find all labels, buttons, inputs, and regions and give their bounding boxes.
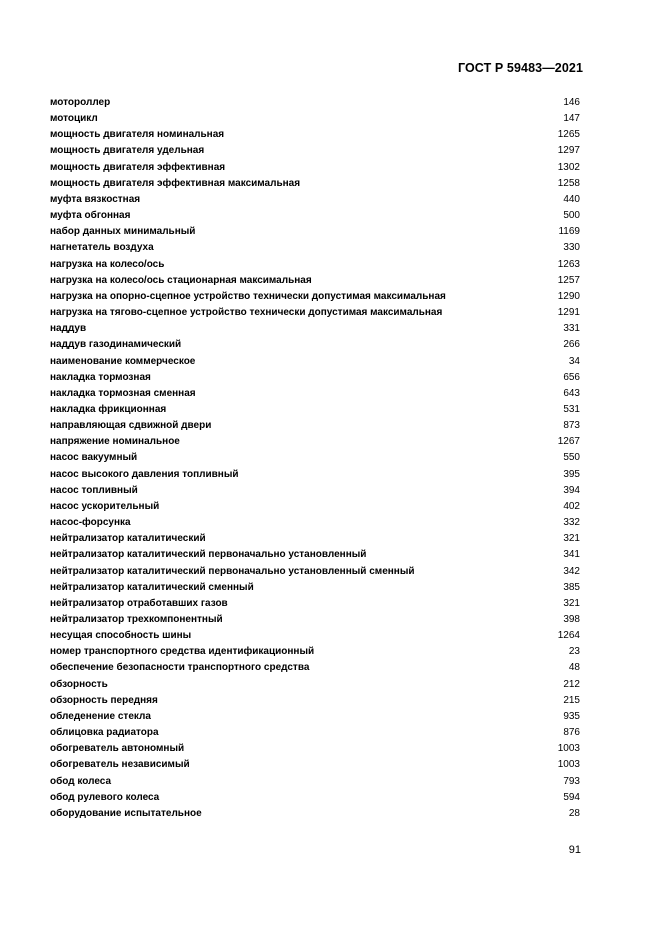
index-term: нагнетатель воздуха bbox=[50, 242, 154, 254]
index-entry bbox=[50, 547, 580, 563]
term-index-list bbox=[50, 95, 580, 822]
index-entry bbox=[50, 370, 580, 386]
index-entry bbox=[50, 596, 580, 612]
index-entry bbox=[50, 628, 580, 644]
index-term: насос-форсунка bbox=[50, 517, 131, 529]
index-term: нейтрализатор каталитический bbox=[50, 533, 206, 545]
index-term-number: 331 bbox=[563, 323, 580, 335]
index-term: накладка фрикционная bbox=[50, 403, 167, 415]
index-entry bbox=[50, 725, 580, 741]
index-term-number: 531 bbox=[563, 403, 580, 415]
index-term-number: 656 bbox=[563, 371, 580, 383]
index-term: муфта вязкостная bbox=[50, 193, 141, 205]
index-term: накладка тормозная сменная bbox=[50, 387, 196, 399]
index-term-number: 1302 bbox=[557, 161, 580, 173]
index-entry bbox=[50, 709, 580, 725]
index-term-number: 1291 bbox=[557, 307, 580, 319]
index-term: насос ускорительный bbox=[50, 500, 160, 512]
index-term-number: 1003 bbox=[557, 759, 580, 771]
index-term: обогреватель независимый bbox=[50, 759, 190, 771]
index-term-number: 1265 bbox=[557, 129, 580, 141]
index-entry bbox=[50, 434, 580, 450]
index-term: обзорность передняя bbox=[50, 694, 158, 706]
index-entry bbox=[50, 95, 580, 111]
index-term-number: 440 bbox=[563, 193, 580, 205]
index-term: наименование коммерческое bbox=[50, 355, 196, 367]
index-term-number: 34 bbox=[568, 355, 580, 367]
index-entry bbox=[50, 402, 580, 418]
index-entry bbox=[50, 693, 580, 709]
index-term-number: 793 bbox=[563, 775, 580, 787]
index-term: мощность двигателя номинальная bbox=[50, 129, 225, 141]
index-term: номер транспортного средства идентификационный bbox=[50, 646, 315, 658]
index-term-number: 332 bbox=[563, 517, 580, 529]
index-entry bbox=[50, 111, 580, 127]
index-term: нейтрализатор каталитический первоначально установленный сменный bbox=[50, 565, 415, 577]
index-entry bbox=[50, 741, 580, 757]
index-term-number: 395 bbox=[563, 468, 580, 480]
index-entry bbox=[50, 240, 580, 256]
index-term: нагрузка на тягово-сцепное устройство технически допустимая максимальная bbox=[50, 307, 443, 319]
index-entry bbox=[50, 450, 580, 466]
index-term: обод колеса bbox=[50, 775, 112, 787]
index-entry bbox=[50, 337, 580, 353]
index-term-number: 1263 bbox=[557, 258, 580, 270]
index-term-number: 28 bbox=[568, 807, 580, 819]
index-term-number: 550 bbox=[563, 452, 580, 464]
index-term-number: 398 bbox=[563, 614, 580, 625]
index-term: обзорность bbox=[50, 678, 108, 690]
index-term-number: 1297 bbox=[557, 145, 580, 157]
index-entry bbox=[50, 273, 580, 289]
index-entry bbox=[50, 305, 580, 321]
index-term: несущая способность шины bbox=[50, 630, 192, 642]
index-entry bbox=[50, 806, 580, 822]
index-term-number: 643 bbox=[563, 387, 580, 399]
index-term: наддув bbox=[50, 323, 87, 335]
index-term: обогреватель автономный bbox=[50, 743, 185, 755]
index-term-number: 1267 bbox=[557, 436, 580, 448]
index-term-number: 330 bbox=[563, 242, 580, 254]
index-term-number: 266 bbox=[563, 339, 580, 351]
index-entry bbox=[50, 790, 580, 806]
index-term-number: 215 bbox=[563, 694, 580, 706]
index-entry bbox=[50, 127, 580, 143]
index-term-number: 394 bbox=[563, 484, 580, 496]
index-term: муфта обгонная bbox=[50, 210, 131, 222]
index-term: нагрузка на опорно-сцепное устройство технически допустимая максимальная bbox=[50, 290, 446, 302]
index-term: мощность двигателя эффективная максимальная bbox=[50, 177, 301, 189]
index-entry bbox=[50, 644, 580, 660]
index-entry bbox=[50, 192, 580, 208]
index-term: облицовка радиатора bbox=[50, 727, 159, 739]
index-term: обледенение стекла bbox=[50, 710, 151, 722]
index-entry bbox=[50, 224, 580, 240]
index-term-number: 402 bbox=[563, 500, 580, 512]
index-term: напряжение номинальное bbox=[50, 436, 180, 448]
index-term: оборудование испытательное bbox=[50, 807, 202, 819]
index-term-number: 212 bbox=[563, 678, 580, 690]
index-entry bbox=[50, 580, 580, 596]
index-term-number: 1257 bbox=[557, 274, 580, 286]
index-term-number: 500 bbox=[563, 210, 580, 222]
index-entry bbox=[50, 418, 580, 434]
index-term-number: 1258 bbox=[557, 177, 580, 189]
index-term-number: 1003 bbox=[557, 743, 580, 755]
index-entry bbox=[50, 208, 580, 224]
index-term: накладка тормозная bbox=[50, 371, 151, 383]
index-term-number: 1290 bbox=[557, 290, 580, 302]
index-term: нагрузка на колесо/ось стационарная максимальная bbox=[50, 274, 312, 286]
index-term-number: 321 bbox=[563, 533, 580, 545]
index-term-number: 147 bbox=[563, 113, 580, 125]
index-term: нейтрализатор каталитический сменный bbox=[50, 581, 254, 593]
index-term: насос топливный bbox=[50, 484, 138, 496]
index-term: нейтрализатор трехкомпонентный bbox=[50, 614, 223, 625]
index-entry bbox=[50, 677, 580, 693]
index-term-number: 1264 bbox=[557, 630, 580, 642]
index-entry bbox=[50, 774, 580, 790]
index-term-number: 873 bbox=[563, 420, 580, 432]
index-term: нейтрализатор отработавших газов bbox=[50, 597, 228, 609]
index-entry bbox=[50, 499, 580, 515]
index-entry bbox=[50, 564, 580, 580]
index-term: направляющая сдвижной двери bbox=[50, 420, 212, 432]
index-entry bbox=[50, 176, 580, 192]
index-entry bbox=[50, 289, 580, 305]
index-entry bbox=[50, 386, 580, 402]
index-entry bbox=[50, 757, 580, 773]
index-term: наддув газодинамический bbox=[50, 339, 182, 351]
index-entry bbox=[50, 467, 580, 483]
index-term: обеспечение безопасности транспортного средства bbox=[50, 662, 310, 674]
index-entry bbox=[50, 660, 580, 676]
index-term: насос высокого давления топливный bbox=[50, 468, 239, 480]
index-entry bbox=[50, 531, 580, 547]
index-term: нагрузка на колесо/ось bbox=[50, 258, 165, 270]
index-entry bbox=[50, 483, 580, 499]
index-term-number: 48 bbox=[568, 662, 580, 674]
page-number: 91 bbox=[568, 844, 581, 856]
index-term-number: 935 bbox=[563, 710, 580, 722]
index-entry bbox=[50, 354, 580, 370]
index-term-number: 876 bbox=[563, 727, 580, 739]
index-entry bbox=[50, 515, 580, 531]
index-entry bbox=[50, 160, 580, 176]
index-term: насос вакуумный bbox=[50, 452, 138, 464]
index-term-number: 342 bbox=[563, 565, 580, 577]
index-term-number: 594 bbox=[563, 791, 580, 803]
index-term: набор данных минимальный bbox=[50, 226, 196, 238]
index-entry bbox=[50, 143, 580, 159]
index-term-number: 385 bbox=[563, 581, 580, 593]
index-term: мощность двигателя удельная bbox=[50, 145, 205, 157]
index-term: нейтрализатор каталитический первоначально установленный bbox=[50, 549, 367, 561]
index-term: мотоцикл bbox=[50, 113, 98, 125]
index-term: мощность двигателя эффективная bbox=[50, 161, 226, 173]
index-term-number: 341 bbox=[563, 549, 580, 561]
index-term-number: 1169 bbox=[558, 226, 580, 238]
index-entry bbox=[50, 612, 580, 628]
index-entry bbox=[50, 321, 580, 337]
index-term-number: 321 bbox=[563, 597, 580, 609]
index-term: мотороллер bbox=[50, 97, 111, 108]
index-term-number: 23 bbox=[568, 646, 580, 658]
index-entry bbox=[50, 257, 580, 273]
document-header: ГОСТ Р 59483—2021 bbox=[457, 61, 583, 75]
index-term: обод рулевого колеса bbox=[50, 791, 160, 803]
index-term-number: 146 bbox=[563, 97, 580, 108]
